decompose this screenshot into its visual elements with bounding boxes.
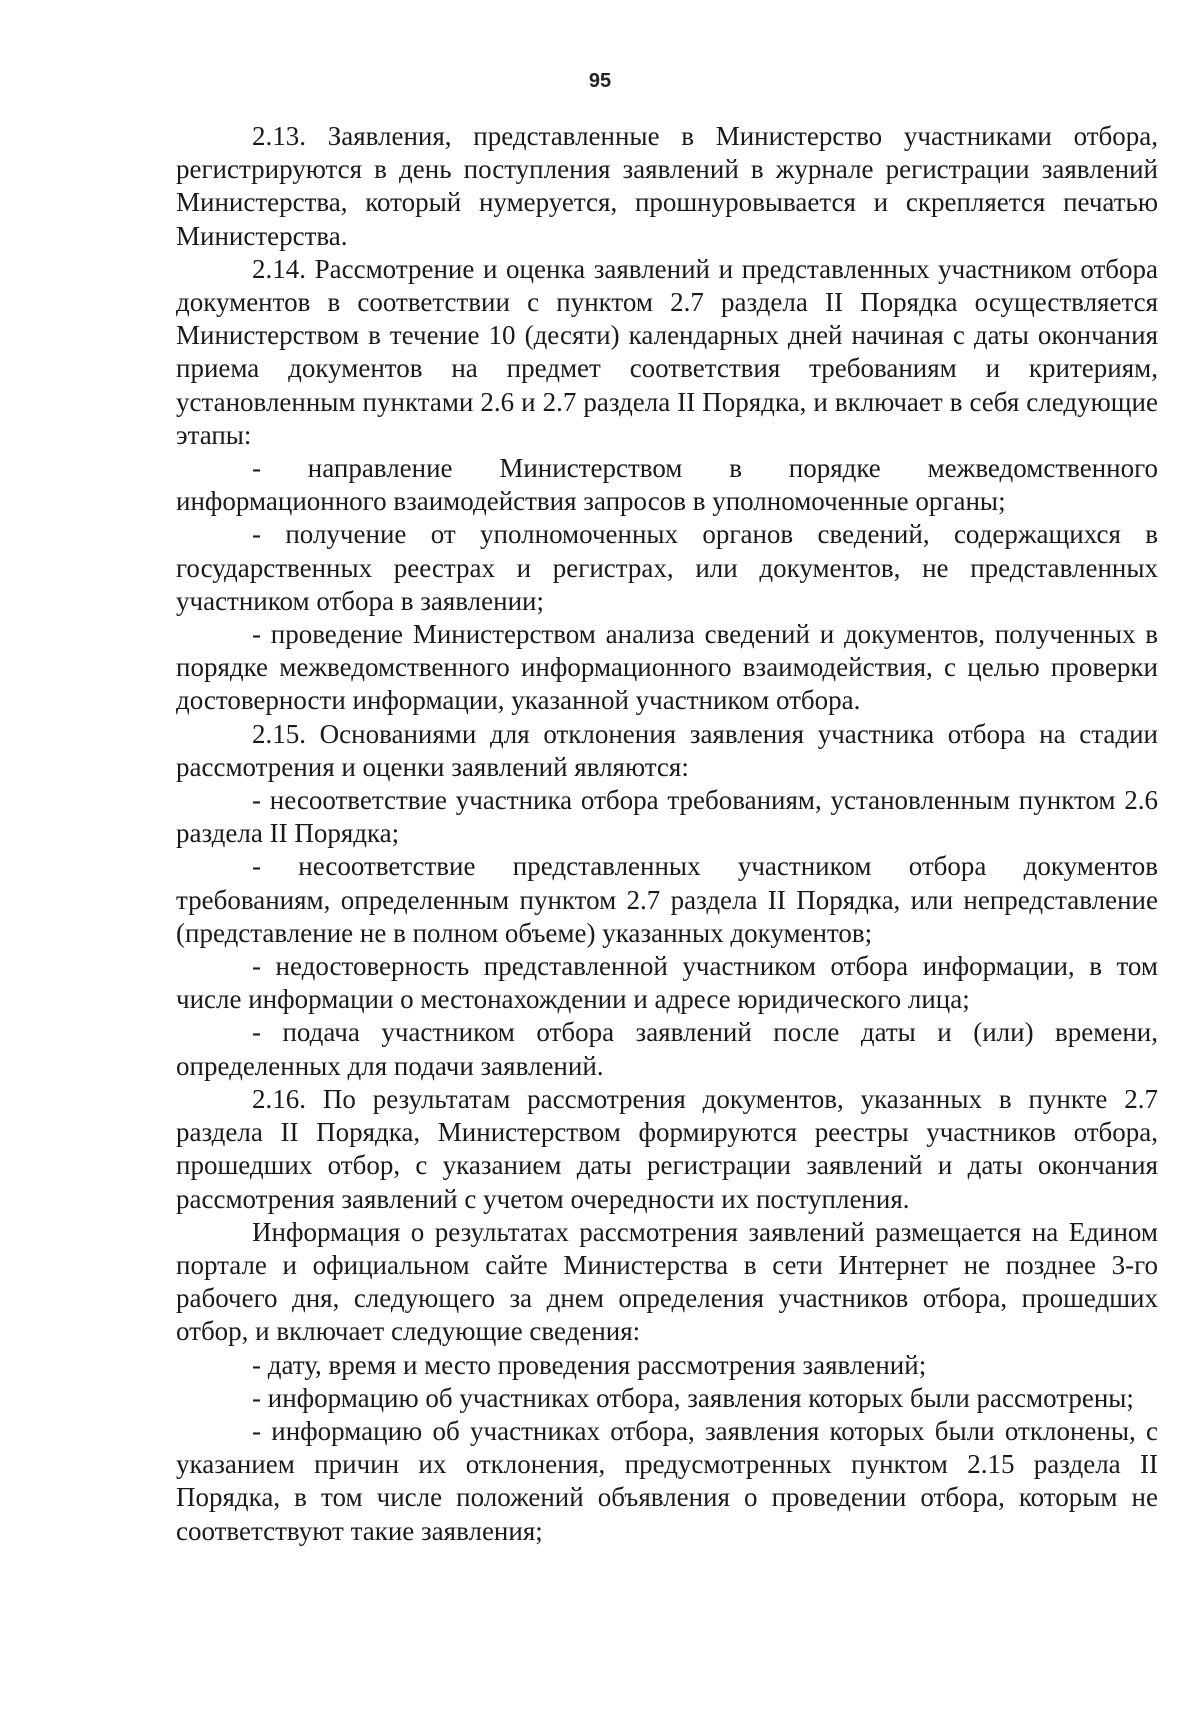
- paragraph-information: Информация о результатах рассмотрения заявлений размещается на Едином портале и официальном сайте Министерства в сети Интернет не позднее 3-го рабочего дня, следующего за днем определения участников отбора, прошедших отбор, и включает следующие сведения:: [176, 1216, 1158, 1347]
- list-item: - проведение Министерством анализа сведений и документов, полученных в порядке межведомственного информационного взаимодействия, с целью проверки достоверности информации, указанной участником отбора.: [176, 619, 1158, 716]
- paragraph-2-15: 2.15. Основаниями для отклонения заявления участника отбора на стадии рассмотрения и оценки заявлений являются:: [176, 718, 1158, 782]
- list-item: - получение от уполномоченных органов сведений, содержащихся в государственных реестрах и регистрах, или документов, не представленных участником отбора в заявлении;: [176, 519, 1158, 616]
- document-body: [176, 120, 1158, 1548]
- list-item: - подача участником отбора заявлений после даты и (или) времени, определенных для подачи заявлений.: [176, 1017, 1158, 1081]
- list-item: - информацию об участниках отбора, заявления которых были рассмотрены;: [252, 1382, 1134, 1413]
- list-item: - несоответствие представленных участником отбора документов требованиям, определенным пунктом 2.7 раздела II Порядка, или непредставление (представление не в полном объеме) указанных документов;: [176, 851, 1158, 948]
- paragraph-2-13: 2.13. Заявления, представленные в Министерство участниками отбора, регистрируются в день поступления заявлений в журнале регистрации заявлений Министерства, который нумеруется, прошнуровывается и скрепляется печатью Министерства.: [176, 121, 1158, 251]
- page-number: 95: [588, 70, 612, 92]
- paragraph-2-14: 2.14. Рассмотрение и оценка заявлений и представленных участником отбора документов в соответствии с пунктом 2.7 раздела II Порядка осуществляется Министерством в течение 10 (десяти) календарных дней начиная с даты окончания приема документов на предмет соответствия требованиям и критериям, установленным пунктами 2.6 и 2.7 раздела II Порядка, и включает в себя следующие этапы:: [176, 253, 1158, 450]
- list-item: - информацию об участниках отбора, заявления которых были отклонены, с указанием причин их отклонения, предусмотренных пунктом 2.15 раздела II Порядка, в том числе положений объявления о проведении отбора, которым не соответствуют такие заявления;: [176, 1415, 1158, 1546]
- paragraph-2-16: 2.16. По результатам рассмотрения документов, указанных в пункте 2.7 раздела II Порядка, Министерством формируются реестры участников отбора, прошедших отбор, с указанием даты регистрации заявлений и даты окончания рассмотрения заявлений с учетом очередности их поступления.: [176, 1083, 1158, 1214]
- list-item: - недостоверность представленной участником отбора информации, в том числе информации о местонахождении и адресе юридического лица;: [176, 951, 1158, 1015]
- list-item: - несоответствие участника отбора требованиям, установленным пунктом 2.6 раздела II Порядка;: [176, 785, 1158, 849]
- list-item: - направление Министерством в порядке межведомственного информационного взаимодействия запросов в уполномоченные органы;: [176, 453, 1158, 517]
- list-item: - дату, время и место проведения рассмотрения заявлений;: [252, 1349, 927, 1380]
